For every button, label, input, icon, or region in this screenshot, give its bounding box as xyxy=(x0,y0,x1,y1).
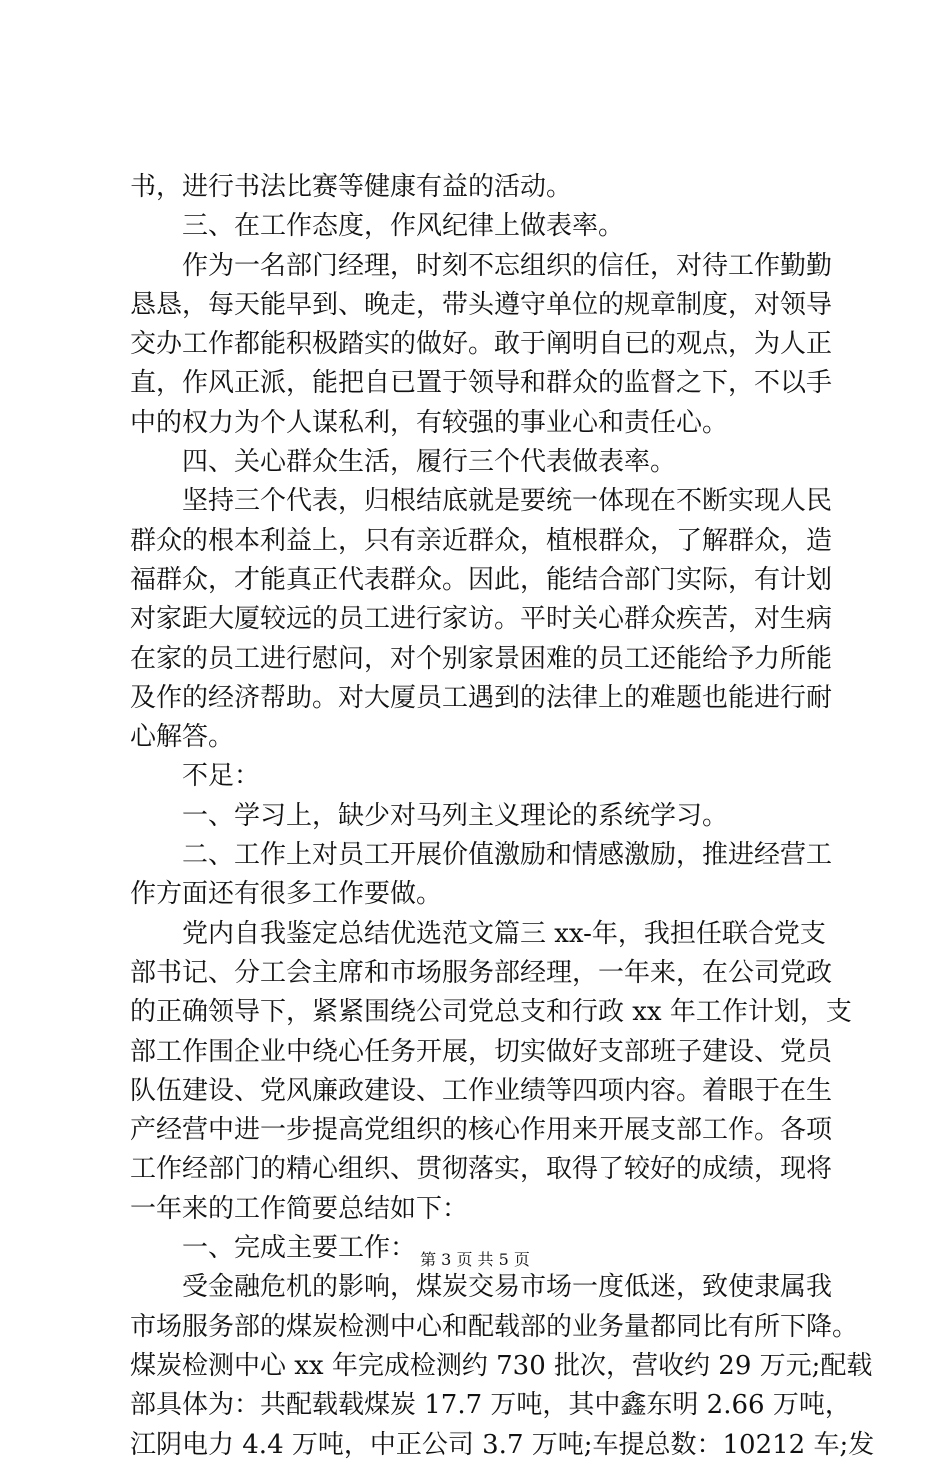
text-line: 作为一名部门经理，时刻不忘组织的信任，对待工作勤勤 xyxy=(130,250,833,281)
text-line: 一、学习上，缺少对马列主义理论的系统学习。 xyxy=(130,800,729,831)
text-line: 对家距大厦较远的员工进行家访。平时关心群众疾苦，对生病 xyxy=(130,604,833,635)
text-line: 交办工作都能积极踏实的做好。敢于阐明自已的观点，为人正 xyxy=(130,329,833,360)
text-line: 及作的经济帮助。对大厦员工遇到的法律上的难题也能进行耐 xyxy=(130,682,833,713)
text-line: 部书记、分工会主席和市场服务部经理，一年来，在公司党政 xyxy=(130,957,833,988)
text-line: 煤炭检测中心 xx 年完成检测约 730 批次，营收约 29 万元;配载 xyxy=(130,1350,873,1381)
text-line: 受金融危机的影响，煤炭交易市场一度低迷，致使隶属我 xyxy=(130,1272,833,1303)
page-footer: 第 3 页 共 5 页 xyxy=(420,1250,530,1269)
text-line: 江阴电力 4.4 万吨，中正公司 3.7 万吨;车提总数：10212 车;发 xyxy=(130,1429,875,1460)
text-line: 一年来的工作简要总结如下： xyxy=(130,1193,469,1224)
text-line: 心解答。 xyxy=(130,722,235,753)
text-line: 恳恳，每天能早到、晚走，带头遵守单位的规章制度，对领导 xyxy=(130,289,833,320)
text-line: 队伍建设、党风廉政建设、工作业绩等四项内容。着眼于在生 xyxy=(130,1075,833,1106)
text-line: 一、完成主要工作： xyxy=(130,1233,417,1264)
text-line: 三、在工作态度，作风纪律上做表率。 xyxy=(130,211,625,242)
text-line: 直，作风正派，能把自已置于领导和群众的监督之下，不以手 xyxy=(130,368,833,399)
text-line: 书，进行书法比赛等健康有益的活动。 xyxy=(130,172,573,202)
text-line: 市场服务部的煤炭检测中心和配载部的业务量都同比有所下降。 xyxy=(130,1311,859,1342)
text-line: 坚持三个代表，归根结底就是要统一体现在不断实现人民 xyxy=(130,486,833,517)
text-line: 二、工作上对员工开展价值激励和情感激励，推进经营工 xyxy=(130,840,833,871)
text-line: 福群众，才能真正代表群众。因此，能结合部门实际，有计划 xyxy=(130,564,833,595)
text-line: 不足： xyxy=(130,761,261,792)
text-line: 在家的员工进行慰问，对个别家景困难的员工还能给予力所能 xyxy=(130,643,833,674)
document-body xyxy=(130,168,875,1465)
text-line: 工作经部门的精心组织、贯彻落实，取得了较好的成绩，现将 xyxy=(130,1154,833,1185)
text-line: 群众的根本利益上，只有亲近群众，植根群众，了解群众，造 xyxy=(130,525,833,556)
text-line: 部具体为：共配载载煤炭 17.7 万吨，其中鑫东明 2.66 万吨， xyxy=(130,1390,851,1421)
text-line: 作方面还有很多工作要做。 xyxy=(130,879,443,910)
text-line: 四、关心群众生活，履行三个代表做表率。 xyxy=(130,447,677,478)
text-line: 产经营中进一步提高党组织的核心作用来开展支部工作。各项 xyxy=(130,1115,833,1146)
text-line: 部工作围企业中绕心任务开展，切实做好支部班子建设、党员 xyxy=(130,1036,833,1067)
text-line: 的正确领导下，紧紧围绕公司党总支和行政 xx 年工作计划，支 xyxy=(130,997,852,1028)
text-line: 中的权力为个人谋私利，有较强的事业心和责任心。 xyxy=(130,407,729,438)
text-line: 党内自我鉴定总结优选范文篇三 xx-年，我担任联合党支 xyxy=(130,918,826,949)
